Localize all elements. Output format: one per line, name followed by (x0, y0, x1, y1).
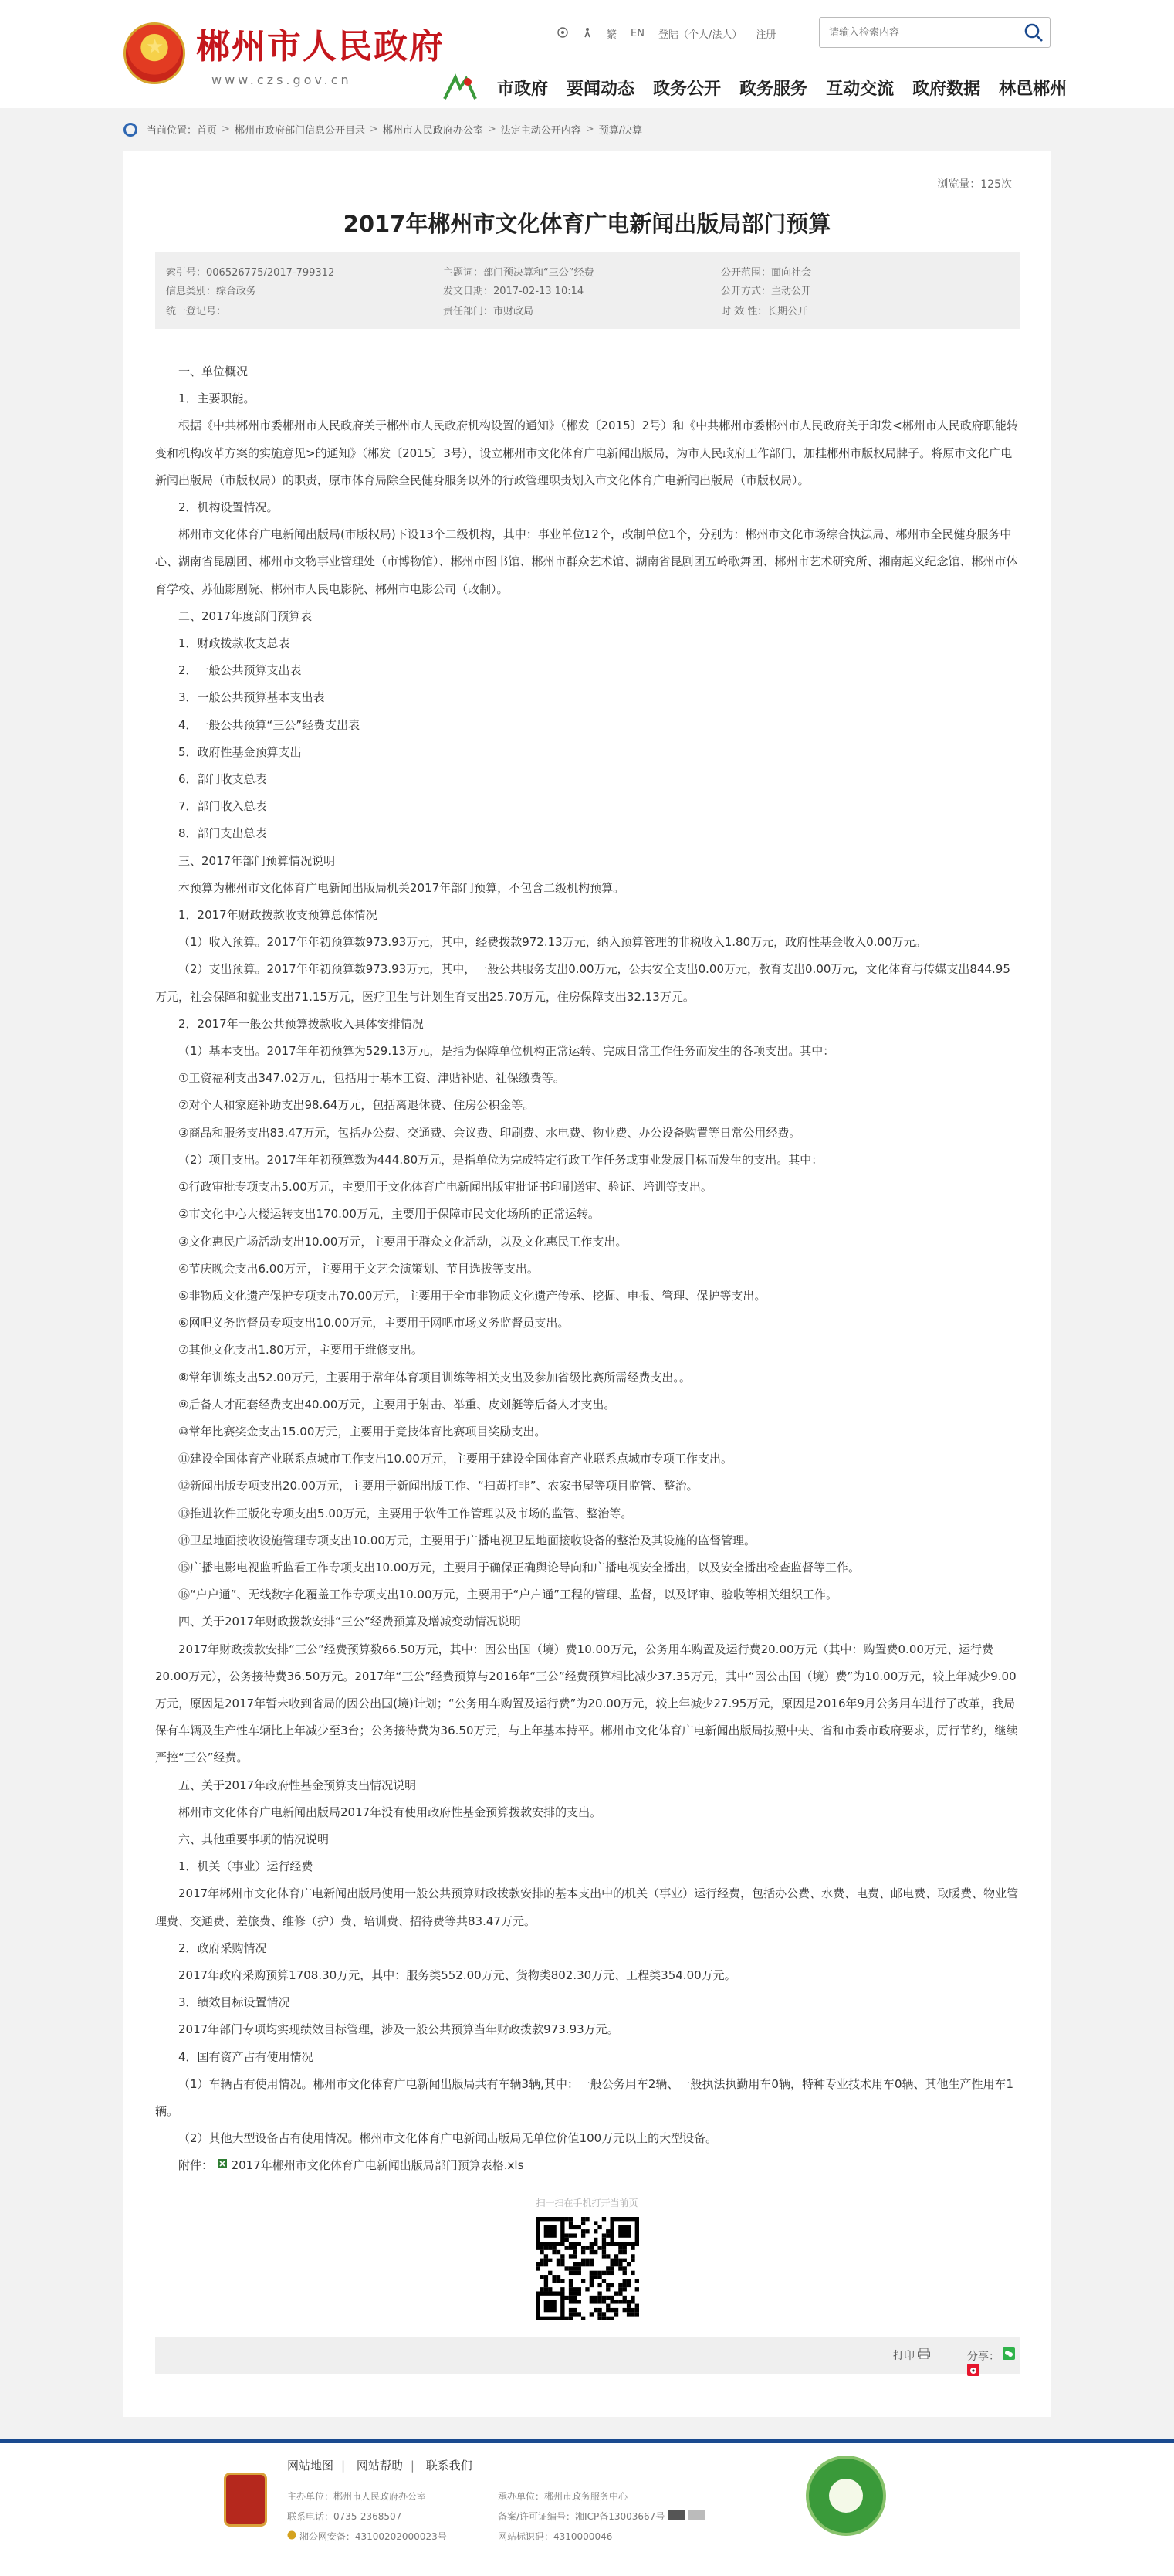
paragraph: ⑬推进软件正版化专项支出5.00万元，主要用于软件工作管理以及市场的监管、整治等。 (178, 1506, 633, 1520)
attachment-line (155, 2152, 1020, 2179)
meta-scope: 公开范围：面向社会 (721, 267, 812, 279)
qr-code-area (123, 2196, 1051, 2323)
search-input[interactable] (820, 18, 1005, 47)
paragraph: ①行政审批专项支出5.00万元，主要用于文化体育广电新闻出版审批证书印刷送审、验证、培训等支出。 (178, 1180, 712, 1195)
meta-index-no: 索引号：006526775/2017-799312 (166, 267, 335, 279)
paragraph: ③文化惠民广场活动支出10.00万元，主要用于群众文化活动，以及文化惠民工作支出。 (178, 1234, 628, 1249)
print-button[interactable] (893, 2347, 930, 2363)
english-link[interactable]: EN (631, 28, 645, 39)
traditional-chinese-link[interactable]: 繁 (607, 29, 617, 41)
meta-unified-code: 统一登记号： (166, 306, 227, 317)
document-metadata (155, 252, 1020, 329)
share-label: 分享： (967, 2351, 1000, 2363)
paragraph: 根据《中共郴州市委郴州市人民政府关于郴州市人民政府机构设置的通知》（郴发〔2015〕2号）和《中共郴州市委郴州市人民政府关于印发<郴州市人民政府职能转变和机构改革方案的实施意见>的通知》（郴发〔2015〕3号），设立郴州市文化体育广电新闻出版局，为市人民政府工作部门，加挂郴州市版权局牌子。将原市文化广电新闻出版局（市版权局）的职责，原市体育局除全民健身服务以外的行政管理职责划入市文化体育广电新闻出版局（市版权局）。 (155, 419, 1018, 487)
paragraph: 五、关于2017年政府性基金预算支出情况说明 (178, 1778, 417, 1792)
site-url: www.czs.gov.cn (211, 73, 352, 87)
breadcrumb-catalog[interactable]: 郴州市政府部门信息公开目录 (234, 125, 365, 137)
paragraph: 2017年政府采购预算1708.30万元，其中：服务类552.00万元、货物类802.30万元、工程类354.00万元。 (178, 1968, 736, 1982)
paragraph: ⑯“户户通”、无线数字化覆盖工作专项支出10.00万元，主要用于“户户通”工程的管理、监督，以及评审、验收等相关组织工作。 (178, 1588, 838, 1602)
attachment-link[interactable]: 2017年郴州市文化体育广电新闻出版局部门预算表格.xls (231, 2158, 524, 2173)
footer-police-record[interactable] (287, 2530, 447, 2543)
paragraph: ⑦其他文化支出1.80万元，主要用于维修支出。 (178, 1343, 423, 1357)
breadcrumb-disclosure[interactable]: 法定主动公开内容 (500, 125, 581, 137)
article-actions (155, 2337, 1020, 2374)
paragraph: 2017年部门专项均实现绩效目标管理，涉及一般公共预算当年财政拨款973.93万元。 (178, 2022, 619, 2037)
nav-interaction[interactable]: 互动交流 (826, 79, 895, 99)
site-logo[interactable] (123, 19, 445, 87)
paragraph: ⑫新闻出版专项支出20.00万元，主要用于新闻出版工作、“扫黄打非”、农家书屋等项目监管、整治。 (178, 1479, 699, 1493)
meta-department: 责任部门：市财政局 (443, 306, 534, 317)
main-nav (440, 73, 1067, 102)
location-icon (123, 123, 137, 137)
paragraph: ⑩常年比赛奖金支出15.00万元，主要用于竞技体育比赛项目奖励支出。 (178, 1424, 546, 1439)
paragraph: （2）项目支出。2017年年初预算数为444.80万元，是指单位为完成特定行政工作任务或事业发展目标而发生的支出。其中： (178, 1152, 824, 1167)
footer-host: 主办单位：郴州市人民政府办公室 (287, 2491, 427, 2502)
printer-icon (918, 2348, 930, 2359)
elderly-mode-icon[interactable] (582, 27, 593, 41)
footer-divider (0, 2439, 1174, 2443)
nav-linyi-chenzhou[interactable]: 林邑郴州 (999, 79, 1067, 99)
paragraph: 2．政府采购情况 (178, 1940, 267, 1955)
excel-file-icon (217, 2158, 228, 2169)
paragraph: ⑧常年训练支出52.00万元，主要用于常年体育项目训练等相关支出及参加省级比赛所需经费支出。。 (178, 1370, 691, 1385)
search-icon[interactable] (1023, 22, 1044, 42)
accessibility-icon[interactable] (557, 27, 568, 41)
article-container (123, 151, 1051, 2417)
meta-subject: 主题词：部门预决算和“三公”经费 (443, 267, 594, 279)
paragraph: 3．一般公共预算基本支出表 (178, 690, 325, 705)
paragraph: 1．主要职能。 (178, 391, 255, 406)
paragraph: （2）其他大型设备占有使用情况。郴州市文化体育广电新闻出版局无单位价值100万元以上的大型设备。 (178, 2131, 718, 2146)
paragraph: 3．绩效目标设置情况 (178, 1995, 290, 2010)
share-area (967, 2347, 1020, 2379)
breadcrumb: 当前位置： 首页 > 郴州市政府部门信息公开目录 > 郴州市人民政府办公室 > 法定主动公开内容 > 预算/决算 (123, 122, 642, 137)
breadcrumb-label: 当前位置： (147, 125, 198, 137)
site-footer (0, 2439, 1174, 2576)
gov-site-award-icon[interactable] (806, 2456, 886, 2536)
paragraph: 8．部门支出总表 (178, 826, 267, 841)
footer-icp-text: 备案/许可证编号：湘ICP备13003667号 (498, 2511, 665, 2522)
meta-validity: 时 效 性：长期公开 (721, 306, 808, 317)
paragraph: （2）支出预算。2017年年初预算数973.93万元，其中，一般公共服务支出0.00万元，公共安全支出0.00万元，教育支出0.00万元，文化体育与传媒支出844.95万元，社会保障和就业支出71.15万元，医疗卫生与计划生育支出25.70万元，住房保障支出32.13万元。 (155, 962, 1010, 1004)
nav-gov-disclosure[interactable]: 政务公开 (653, 79, 722, 99)
paragraph: ⑥网吧义务监督员专项支出10.00万元，主要用于网吧市场义务监督员支出。 (178, 1316, 570, 1330)
paragraph: 1．2017年财政拨款收支预算总体情况 (178, 908, 377, 923)
brand-mark-icon (440, 73, 480, 102)
paragraph: 本预算为郴州市文化体育广电新闻出版局机关2017年部门预算，不包含二级机构预算。 (178, 880, 625, 895)
paragraph: （1）基本支出。2017年年初预算为529.13万元，是指为保障单位机构正常运转、完成日常工作任务而发生的各项支出。其中： (178, 1044, 835, 1059)
paragraph: ③商品和服务支出83.47万元，包括办公费、交通费、会议费、印刷费、水电费、物业费、办公设备购置等日常公用经费。 (178, 1125, 801, 1140)
paragraph: 1．机关（事业）运行经费 (178, 1859, 313, 1874)
paragraph: 二、2017年度部门预算表 (178, 608, 313, 623)
footer-phone: 联系电话：0735-2368507 (287, 2511, 402, 2522)
paragraph: 7．部门收入总表 (178, 799, 267, 814)
footer-site-code: 网站标识码：4310000046 (498, 2531, 613, 2542)
paragraph: ⑭卫星地面接收设施管理专项支出10.00万元，主要用于广播电视卫星地面接收设备的整治及其设施的监督管理。 (178, 1533, 756, 1547)
paragraph: ④节庆晚会支出6.00万元，主要用于文艺会演策划、节目选拔等支出。 (178, 1261, 539, 1276)
nav-city-government[interactable]: 市政府 (497, 79, 549, 99)
paragraph: ①工资福利支出347.02万元，包括用于基本工资、津贴补贴、社保缴费等。 (178, 1071, 565, 1086)
paragraph: 2．2017年一般公共预算拨款收入具体安排情况 (178, 1016, 424, 1031)
party-government-badge-icon[interactable] (224, 2473, 267, 2527)
paragraph: 2．机构设置情况。 (178, 500, 279, 515)
footer-icp[interactable] (498, 2510, 705, 2523)
register-link[interactable]: 注册 (756, 29, 776, 41)
site-header (0, 0, 1174, 108)
login-link[interactable]: 登陆（个人/法人） (658, 29, 743, 41)
help-link[interactable]: 网站帮助 (356, 2459, 403, 2473)
meta-info-type: 信息类别：综合政务 (166, 286, 257, 297)
nav-news[interactable]: 要闻动态 (567, 79, 635, 99)
national-emblem-icon (123, 22, 185, 84)
paragraph: 2．一般公共预算支出表 (178, 663, 302, 678)
paragraph: （1）收入预算。2017年年初预算数973.93万元，其中，经费拨款972.13万元，纳入预算管理的非税收入1.80万元，政府性基金收入0.00万元。 (178, 935, 927, 950)
paragraph: 1．财政拨款收支总表 (178, 636, 290, 651)
paragraph: 四、关于2017年财政拨款安排“三公”经费预算及增减变动情况说明 (178, 1615, 521, 1629)
view-count: 浏览量：125次 (937, 178, 1012, 191)
weibo-share-icon[interactable] (967, 2364, 979, 2376)
paragraph: 郴州市文化体育广电新闻出版局(市版权局)下设13个二级机构，其中：事业单位12个，改制单位1个，分别为：郴州市文化市场综合执法局、郴州市全民健身服务中心、湖南省昆剧团、郴州市文物事业管理处（市博物馆）、郴州市图书馆、郴州市群众艺术馆、湖南省昆剧团五岭歌舞团、郴州市艺术研究所、湘南起义纪念馆、郴州市体育学校、苏仙影剧院、郴州市人民电影院、郴州市电影公司（改制）。 (155, 527, 1018, 596)
site-name: 郴州市人民政府 (196, 27, 445, 66)
nav-gov-services[interactable]: 政务服务 (739, 79, 808, 99)
contact-link[interactable]: 联系我们 (425, 2459, 472, 2473)
top-links (557, 26, 776, 41)
paragraph: 5．政府性基金预算支出 (178, 744, 302, 759)
icp-badge-icon (668, 2510, 705, 2520)
meta-issue-date: 发文日期：2017-02-13 10:14 (443, 286, 584, 297)
paragraph: 6．部门收支总表 (178, 772, 267, 787)
paragraph: 三、2017年部门预算情况说明 (178, 853, 336, 868)
paragraph: 六、其他重要事项的情况说明 (178, 1832, 330, 1846)
print-label: 打印 (893, 2350, 915, 2362)
breadcrumb-home[interactable]: 首页 (197, 125, 218, 137)
paragraph: ⑤非物质文化遗产保护专项支出70.00万元，主要用于全市非物质文化遗产传承、挖掘、申报、管理、保护等支出。 (178, 1288, 766, 1303)
paragraph: ②对个人和家庭补助支出98.64万元，包括离退休费、住房公积金等。 (178, 1098, 535, 1113)
breadcrumb-bar (0, 116, 1174, 144)
attachment-label: 附件： (178, 2158, 214, 2173)
paragraph: 2017年财政拨款安排“三公”经费预算数66.50万元，其中：因公出国（境）费10.00万元，公务用车购置及运行费20.00万元（其中：购置费0.00万元、运行费20.00万元），公务接待费36.50万元。2017年“三公”经费预算与2016年“三公”经费预算相比减少37.35万元，其中“因公出国（境）费”为10.00万元，较上年减少9.00万元，原因是2017年暂未收到省局的因公出国(境)计划；“公务用车购置及运行费”为20.00万元，较上年减少27.95万元，原因是2016年9月公务用车进行了改革，我局保有车辆及生产性车辆比上年减少至3台；公务接待费为36.50万元，与上年基本持平。郴州市文化体育广电新闻出版局按照中央、省和市委市政府要求，厉行节约，继续严控“三公”经费。 (155, 1642, 1018, 1765)
footer-police-text: 湘公网安备：43100202000023号 (299, 2531, 447, 2542)
sitemap-link[interactable]: 网站地图 (287, 2459, 334, 2473)
paragraph: （1）车辆占有使用情况。郴州市文化体育广电新闻出版局共有车辆3辆,其中：一般公务用车2辆、一般执法执勤用车0辆，特种专业技术用车0辆、其他生产性用车1辆。 (155, 2076, 1014, 2118)
paragraph: 2017年郴州市文化体育广电新闻出版局使用一般公共预算财政拨款安排的基本支出中的机关（事业）运行经费，包括办公费、水费、电费、邮电费、取暖费、物业管理费、交通费、差旅费、维修（护）费、培训费、招待费等共83.47万元。 (155, 1886, 1019, 1928)
footer-links: 网站地图 | 网站帮助 | 联系我们 (287, 2459, 472, 2473)
paragraph: ⑨后备人才配套经费支出40.00万元，主要用于射击、举重、皮划艇等后备人才支出。 (178, 1397, 616, 1412)
qr-code (536, 2217, 639, 2320)
footer-operator: 承办单位：郴州市政务服务中心 (498, 2491, 628, 2502)
paragraph: 一、单位概况 (178, 364, 249, 378)
paragraph: 4．一般公共预算“三公”经费支出表 (178, 717, 360, 732)
meta-method: 公开方式：主动公开 (721, 286, 812, 297)
article-body (155, 358, 1020, 2180)
page-title: 2017年郴州市文化体育广电新闻出版局部门预算 (343, 211, 831, 237)
breadcrumb-office[interactable]: 郴州市人民政府办公室 (382, 125, 483, 137)
paragraph: ⑪建设全国体育产业联系点城市工作支出10.00万元，主要用于建设全国体育产业联系点城市专项工作支出。 (178, 1452, 732, 1466)
nav-gov-data[interactable]: 政府数据 (912, 79, 981, 99)
paragraph: ②市文化中心大楼运转支出170.00万元，主要用于保障市民文化场所的正常运转。 (178, 1207, 600, 1222)
breadcrumb-budget[interactable]: 预算/决算 (598, 125, 643, 137)
search-box (819, 17, 1051, 48)
paragraph: 4．国有资产占有使用情况 (178, 2049, 313, 2064)
paragraph: 郴州市文化体育广电新闻出版局2017年没有使用政府性基金预算拨款安排的支出。 (178, 1805, 602, 1819)
police-badge-icon (287, 2530, 296, 2540)
wechat-share-icon[interactable] (1003, 2347, 1015, 2360)
paragraph: ⑮广播电影电视监听监看工作专项支出10.00万元，主要用于确保正确舆论导向和广播电视安全播出，以及安全播出检查监督等工作。 (178, 1560, 860, 1574)
qr-caption: 扫一扫在手机打开当前页 (536, 2198, 638, 2208)
